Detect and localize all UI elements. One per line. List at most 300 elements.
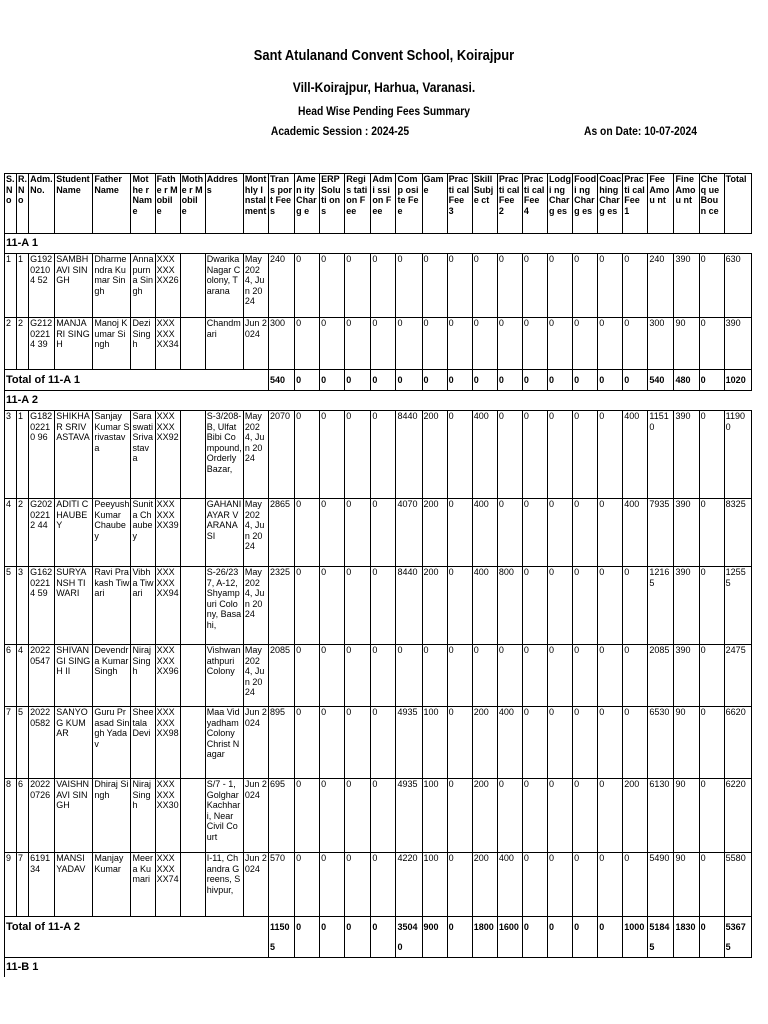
- total-cell: 1800: [472, 917, 497, 958]
- table-row: [5, 707, 752, 779]
- section-total-row: [5, 370, 752, 391]
- table-cell: SAMBHAVI SINGH: [55, 254, 93, 318]
- column-header: Foodi ng Charg es: [573, 174, 598, 234]
- table-cell: 0: [699, 411, 724, 499]
- table-cell: Dezi Singh: [131, 318, 155, 370]
- table-cell: XXXXXXXX39: [155, 499, 180, 567]
- table-cell: 0: [548, 499, 573, 567]
- total-cell: 0: [447, 917, 472, 958]
- table-cell: 0: [472, 318, 497, 370]
- table-cell: [180, 707, 205, 779]
- table-cell: G21202214 39: [29, 318, 55, 370]
- table-cell: XXXXXXXX30: [155, 779, 180, 853]
- table-cell: XXXXXXXX92: [155, 411, 180, 499]
- table-cell: 2475: [724, 645, 751, 707]
- total-cell: 0: [396, 370, 422, 391]
- table-cell: 0: [497, 779, 522, 853]
- section-name: 11-B 1: [5, 958, 752, 978]
- total-cell: 51845: [648, 917, 674, 958]
- table-cell: 0: [295, 499, 320, 567]
- table-cell: 200: [472, 779, 497, 853]
- table-cell: 0: [447, 567, 472, 645]
- table-cell: [180, 411, 205, 499]
- table-cell: 390: [674, 411, 699, 499]
- table-row: [5, 567, 752, 645]
- table-header-row: [5, 174, 752, 234]
- table-cell: Manjay Kumar: [93, 853, 131, 917]
- table-cell: SHIKHAR SRIVASTAVA: [55, 411, 93, 499]
- total-cell: 1020: [724, 370, 751, 391]
- total-cell: 53675: [724, 917, 751, 958]
- table-cell: XXXXXXXX96: [155, 645, 180, 707]
- table-cell: 0: [522, 567, 547, 645]
- total-cell: 0: [573, 917, 598, 958]
- total-cell: 0: [371, 917, 396, 958]
- total-cell: 0: [447, 370, 472, 391]
- table-cell: 0: [548, 853, 573, 917]
- table-cell: 0: [345, 254, 371, 318]
- total-cell: 0: [371, 370, 396, 391]
- table-cell: 240: [648, 254, 674, 318]
- table-cell: 11900: [724, 411, 751, 499]
- table-cell: May 2024, Jun 2024: [243, 411, 268, 499]
- total-cell: 0: [522, 370, 547, 391]
- column-header: Mothe r Mobil e: [180, 174, 205, 234]
- table-cell: 0: [573, 318, 598, 370]
- table-cell: 0: [522, 645, 547, 707]
- total-cell: 0: [320, 370, 345, 391]
- column-header: Skill Subje ct: [472, 174, 497, 234]
- total-cell: 1830: [674, 917, 699, 958]
- table-cell: 0: [573, 499, 598, 567]
- school-address: Vill-Koirajpur, Harhua, Varanasi.: [292, 79, 476, 95]
- table-cell: 0: [345, 318, 371, 370]
- column-header: Mothe r Name: [131, 174, 155, 234]
- table-cell: S-26/237, A-12, Shyampuri Colony, Basahi,: [205, 567, 243, 645]
- table-cell: 0: [320, 318, 345, 370]
- table-cell: G16202214 59: [29, 567, 55, 645]
- table-cell: 0: [320, 707, 345, 779]
- total-cell: 0: [598, 917, 623, 958]
- table-cell: S-3/208-B, Ulfat Bibi Compound, Orderly Bazar,: [205, 411, 243, 499]
- table-row: [5, 254, 752, 318]
- table-cell: 0: [295, 411, 320, 499]
- table-cell: 0: [497, 254, 522, 318]
- table-cell: 0: [497, 499, 522, 567]
- section-header-row: [5, 958, 752, 978]
- table-cell: 630: [724, 254, 751, 318]
- table-cell: 0: [522, 318, 547, 370]
- table-cell: [180, 645, 205, 707]
- total-cell: 0: [345, 370, 371, 391]
- table-cell: 0: [522, 707, 547, 779]
- table-cell: 0: [548, 567, 573, 645]
- table-cell: Jun 2024: [243, 853, 268, 917]
- table-cell: 0: [447, 499, 472, 567]
- table-cell: 4935: [396, 707, 422, 779]
- table-cell: 0: [422, 318, 447, 370]
- table-cell: 0: [573, 645, 598, 707]
- table-cell: 400: [497, 853, 522, 917]
- table-cell: 0: [598, 779, 623, 853]
- table-cell: 4: [5, 499, 17, 567]
- section-header-row: [5, 234, 752, 254]
- table-cell: May 2024, Jun 2024: [243, 567, 268, 645]
- table-cell: 400: [623, 411, 648, 499]
- table-cell: 0: [345, 645, 371, 707]
- table-cell: 0: [447, 411, 472, 499]
- table-cell: 6530: [648, 707, 674, 779]
- table-cell: May 2024, Jun 2024: [243, 499, 268, 567]
- table-cell: 0: [522, 779, 547, 853]
- table-cell: 12555: [724, 567, 751, 645]
- table-cell: XXXXXXXX94: [155, 567, 180, 645]
- table-cell: 0: [573, 707, 598, 779]
- table-cell: 0: [598, 318, 623, 370]
- table-cell: Sunita Chaubey: [131, 499, 155, 567]
- table-cell: Sanjay Kumar Srivastava: [93, 411, 131, 499]
- table-cell: 5490: [648, 853, 674, 917]
- table-cell: 0: [371, 645, 396, 707]
- total-cell: 1000: [623, 917, 648, 958]
- table-cell: 0: [623, 254, 648, 318]
- pending-fees-table: [4, 173, 752, 977]
- table-cell: 570: [268, 853, 294, 917]
- table-cell: G19202104 52: [29, 254, 55, 318]
- table-cell: 400: [472, 567, 497, 645]
- table-cell: 0: [396, 254, 422, 318]
- table-cell: 0: [548, 411, 573, 499]
- table-cell: Jun 2024: [243, 707, 268, 779]
- table-cell: May 2024, Jun 2024: [243, 254, 268, 318]
- total-cell: 11505: [268, 917, 294, 958]
- table-cell: 20220547: [29, 645, 55, 707]
- table-cell: 0: [598, 567, 623, 645]
- column-header: Trans port Fees: [268, 174, 294, 234]
- total-cell: 0: [472, 370, 497, 391]
- report-title: Head Wise Pending Fees Summary: [298, 104, 470, 118]
- table-cell: 8325: [724, 499, 751, 567]
- total-cell: 0: [295, 917, 320, 958]
- table-cell: May 2024, Jun 2024: [243, 645, 268, 707]
- table-cell: Meera Kumari: [131, 853, 155, 917]
- table-cell: 12165: [648, 567, 674, 645]
- table-cell: 0: [699, 707, 724, 779]
- column-header: Student Name: [55, 174, 93, 234]
- table-cell: 400: [497, 707, 522, 779]
- column-header: Game: [422, 174, 447, 234]
- column-header: Lodgi ng Charg es: [548, 174, 573, 234]
- academic-session: Academic Session : 2024-25: [270, 124, 410, 138]
- table-cell: 1: [17, 254, 29, 318]
- table-cell: 0: [447, 254, 472, 318]
- table-cell: 0: [371, 411, 396, 499]
- table-cell: Ravi Prakash Tiwari: [93, 567, 131, 645]
- section-name: 11-A 2: [5, 391, 752, 411]
- table-cell: 2070: [268, 411, 294, 499]
- table-cell: 390: [674, 567, 699, 645]
- table-cell: 0: [371, 499, 396, 567]
- table-cell: 0: [598, 254, 623, 318]
- total-cell: 1600: [497, 917, 522, 958]
- table-cell: 0: [295, 853, 320, 917]
- table-cell: 240: [268, 254, 294, 318]
- column-header: Fathe r Mobil e: [155, 174, 180, 234]
- table-cell: Manoj Kumar Singh: [93, 318, 131, 370]
- table-cell: 0: [598, 707, 623, 779]
- table-cell: 0: [396, 645, 422, 707]
- column-header: Regis tation Fee: [345, 174, 371, 234]
- table-cell: 0: [598, 645, 623, 707]
- table-cell: 100: [422, 853, 447, 917]
- table-cell: 0: [320, 499, 345, 567]
- table-cell: 9: [5, 853, 17, 917]
- table-cell: 0: [548, 318, 573, 370]
- table-cell: [180, 254, 205, 318]
- table-cell: 0: [295, 254, 320, 318]
- table-cell: S/7 - 1, Golghar Kachhari, Near Civil Court: [205, 779, 243, 853]
- table-cell: 0: [295, 645, 320, 707]
- total-cell: 0: [497, 370, 522, 391]
- table-cell: 0: [320, 254, 345, 318]
- total-cell: 480: [674, 370, 699, 391]
- table-cell: VAISHNAVI SINGH: [55, 779, 93, 853]
- table-cell: 0: [548, 254, 573, 318]
- table-cell: SANYOG KUMAR: [55, 707, 93, 779]
- table-cell: [180, 567, 205, 645]
- table-cell: Chandmari: [205, 318, 243, 370]
- table-cell: 200: [623, 779, 648, 853]
- table-cell: G20202212 44: [29, 499, 55, 567]
- table-cell: Dwarika Nagar Colony, Tarana: [205, 254, 243, 318]
- table-cell: 3: [5, 411, 17, 499]
- table-cell: 0: [422, 645, 447, 707]
- table-cell: 0: [371, 779, 396, 853]
- table-cell: 5580: [724, 853, 751, 917]
- table-cell: XXXXXXXX74: [155, 853, 180, 917]
- table-cell: 0: [573, 853, 598, 917]
- table-cell: 0: [371, 254, 396, 318]
- table-cell: 8: [5, 779, 17, 853]
- table-cell: Peeyush Kumar Chaubey: [93, 499, 131, 567]
- total-cell: 0: [295, 370, 320, 391]
- table-row: [5, 411, 752, 499]
- table-cell: 7: [17, 853, 29, 917]
- table-cell: Maa Vidyadham Colony Christ Nagar: [205, 707, 243, 779]
- table-cell: 0: [345, 567, 371, 645]
- total-cell: 0: [598, 370, 623, 391]
- table-cell: 0: [320, 779, 345, 853]
- table-cell: 7: [5, 707, 17, 779]
- table-cell: 0: [699, 567, 724, 645]
- table-cell: 0: [522, 853, 547, 917]
- table-cell: 2: [17, 499, 29, 567]
- table-cell: 0: [573, 411, 598, 499]
- table-cell: 0: [522, 411, 547, 499]
- table-cell: XXXXXXXX26: [155, 254, 180, 318]
- table-cell: 0: [371, 318, 396, 370]
- column-header: R. N o: [17, 174, 29, 234]
- table-cell: Dharmendra Kumar Singh: [93, 254, 131, 318]
- table-cell: 2: [17, 318, 29, 370]
- table-cell: 8440: [396, 411, 422, 499]
- table-cell: 0: [371, 707, 396, 779]
- table-cell: 0: [573, 254, 598, 318]
- total-label: Total of 11-A 2: [5, 917, 269, 958]
- column-header: Practi cal Fee 3: [447, 174, 472, 234]
- column-header: Father Name: [93, 174, 131, 234]
- table-cell: 0: [573, 567, 598, 645]
- table-cell: Jun 2024: [243, 318, 268, 370]
- table-cell: XXXXXXXX34: [155, 318, 180, 370]
- table-row: [5, 499, 752, 567]
- table-cell: Guru Prasad Singh Yadav: [93, 707, 131, 779]
- total-cell: 0: [522, 917, 547, 958]
- table-cell: Sheetala Devi: [131, 707, 155, 779]
- column-header: Fee Amou nt: [648, 174, 674, 234]
- table-cell: 0: [573, 779, 598, 853]
- table-cell: 0: [497, 645, 522, 707]
- table-cell: 0: [447, 853, 472, 917]
- total-cell: 0: [699, 917, 724, 958]
- table-cell: 0: [548, 779, 573, 853]
- table-cell: 200: [422, 411, 447, 499]
- total-cell: 540: [648, 370, 674, 391]
- table-cell: 4220: [396, 853, 422, 917]
- total-cell: 0: [422, 370, 447, 391]
- table-cell: 6620: [724, 707, 751, 779]
- table-cell: 0: [598, 411, 623, 499]
- table-cell: 0: [623, 645, 648, 707]
- table-cell: 0: [548, 645, 573, 707]
- table-cell: 400: [472, 499, 497, 567]
- table-cell: 0: [396, 318, 422, 370]
- table-cell: 1: [17, 411, 29, 499]
- column-header: Comp osite Fee: [396, 174, 422, 234]
- table-cell: 200: [472, 853, 497, 917]
- table-cell: XXXXXXXX98: [155, 707, 180, 779]
- column-header: Address: [205, 174, 243, 234]
- table-row: [5, 853, 752, 917]
- table-cell: 300: [268, 318, 294, 370]
- column-header: Total: [724, 174, 751, 234]
- table-cell: 6130: [648, 779, 674, 853]
- table-cell: 0: [371, 853, 396, 917]
- table-cell: 0: [699, 779, 724, 853]
- table-cell: 90: [674, 779, 699, 853]
- column-header: Admi ssion Fee: [371, 174, 396, 234]
- table-cell: 90: [674, 707, 699, 779]
- table-cell: 0: [699, 853, 724, 917]
- total-cell: 0: [548, 370, 573, 391]
- total-cell: 0: [345, 917, 371, 958]
- table-row: [5, 645, 752, 707]
- table-cell: 0: [623, 567, 648, 645]
- table-cell: 200: [422, 499, 447, 567]
- table-cell: 90: [674, 853, 699, 917]
- table-cell: 0: [598, 499, 623, 567]
- total-cell: 0: [699, 370, 724, 391]
- table-cell: GAHANI AYAR VARANASI: [205, 499, 243, 567]
- table-cell: 0: [472, 254, 497, 318]
- table-cell: 3: [17, 567, 29, 645]
- table-cell: 8440: [396, 567, 422, 645]
- table-cell: 0: [295, 779, 320, 853]
- total-cell: 900: [422, 917, 447, 958]
- table-cell: 0: [699, 318, 724, 370]
- table-cell: 0: [522, 499, 547, 567]
- table-cell: 400: [472, 411, 497, 499]
- table-cell: 0: [522, 254, 547, 318]
- table-cell: 0: [295, 318, 320, 370]
- table-cell: 0: [320, 853, 345, 917]
- column-header: Practi cal Fee 1: [623, 174, 648, 234]
- table-cell: [180, 779, 205, 853]
- table-cell: 2: [5, 318, 17, 370]
- total-cell: 0: [573, 370, 598, 391]
- table-cell: 5: [17, 707, 29, 779]
- table-cell: 0: [447, 707, 472, 779]
- table-cell: Niraj Singh: [131, 779, 155, 853]
- table-cell: 0: [472, 645, 497, 707]
- table-cell: 1: [5, 254, 17, 318]
- table-cell: I-11, Chandra Greens, Shivpur,: [205, 853, 243, 917]
- column-header: Practi cal Fee 2: [497, 174, 522, 234]
- table-cell: Jun 2024: [243, 779, 268, 853]
- table-cell: 0: [548, 707, 573, 779]
- table-cell: 0: [497, 411, 522, 499]
- table-cell: 390: [674, 499, 699, 567]
- table-cell: 390: [674, 254, 699, 318]
- table-cell: 390: [724, 318, 751, 370]
- table-cell: 0: [345, 707, 371, 779]
- table-cell: Saraswati Srivastava: [131, 411, 155, 499]
- column-header: Mont hly Instal ment: [243, 174, 268, 234]
- table-cell: 0: [699, 645, 724, 707]
- school-name: Sant Atulanand Convent School, Koirajpur: [253, 47, 515, 64]
- table-cell: 90: [674, 318, 699, 370]
- table-cell: 11510: [648, 411, 674, 499]
- column-header: Coac hing Charg es: [598, 174, 623, 234]
- table-cell: 20220582: [29, 707, 55, 779]
- total-label: Total of 11-A 1: [5, 370, 269, 391]
- table-cell: Devendra Kumar Singh: [93, 645, 131, 707]
- total-cell: 0: [548, 917, 573, 958]
- table-cell: 100: [422, 707, 447, 779]
- table-cell: Annapurna Singh: [131, 254, 155, 318]
- table-cell: 0: [598, 853, 623, 917]
- column-header: Amen ity Charg e: [295, 174, 320, 234]
- table-cell: 0: [447, 318, 472, 370]
- table-cell: 0: [345, 779, 371, 853]
- table-cell: 2865: [268, 499, 294, 567]
- table-cell: 300: [648, 318, 674, 370]
- table-cell: 100: [422, 779, 447, 853]
- column-header: Fine Amou nt: [674, 174, 699, 234]
- table-cell: 0: [345, 853, 371, 917]
- section-header-row: [5, 391, 752, 411]
- table-cell: 6: [5, 645, 17, 707]
- table-cell: 0: [699, 499, 724, 567]
- section-name: 11-A 1: [5, 234, 752, 254]
- total-cell: 0: [623, 370, 648, 391]
- table-cell: 0: [497, 318, 522, 370]
- table-row: [5, 318, 752, 370]
- table-cell: 0: [295, 567, 320, 645]
- table-cell: ADITI CHAUBEY: [55, 499, 93, 567]
- table-cell: [180, 853, 205, 917]
- table-cell: 5: [5, 567, 17, 645]
